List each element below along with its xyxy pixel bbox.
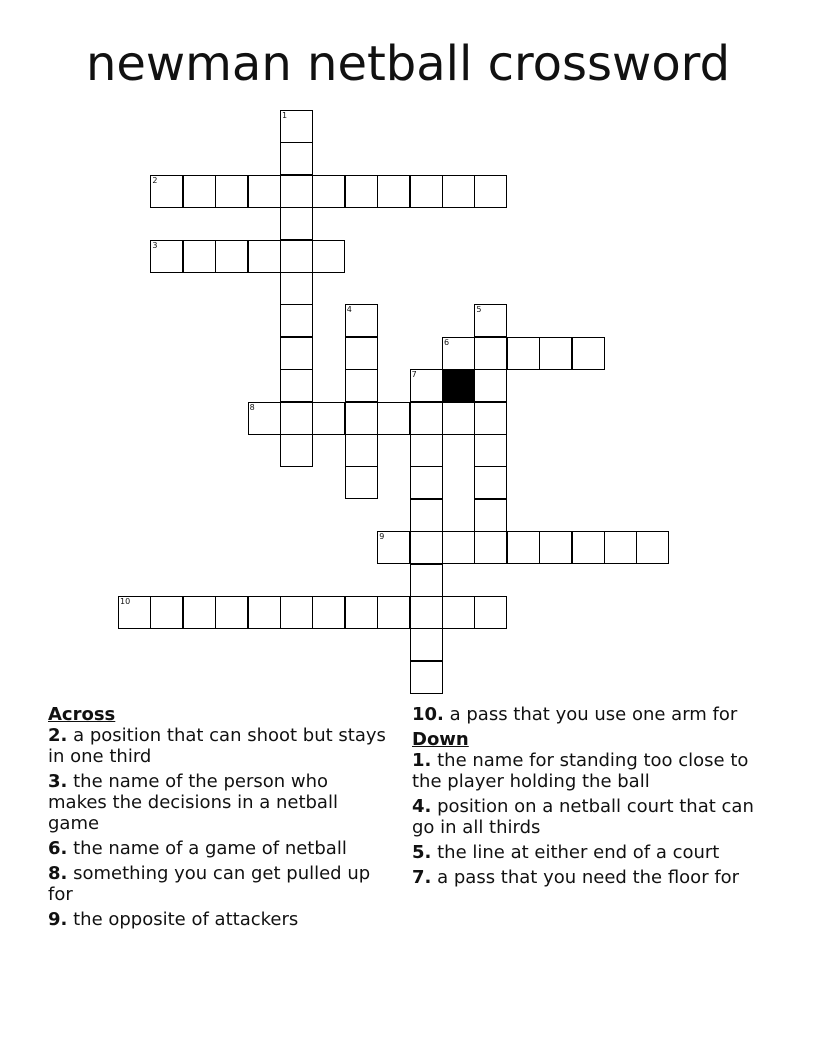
clue-text: something you can get pulled up for — [48, 863, 371, 905]
grid-cell[interactable] — [248, 596, 281, 629]
across-heading: Across — [48, 704, 116, 725]
grid-cell[interactable] — [215, 240, 248, 273]
grid-cell[interactable] — [410, 175, 443, 208]
grid-cell[interactable] — [474, 466, 507, 499]
grid-cell[interactable] — [183, 596, 216, 629]
clue-down-7 — [412, 867, 772, 888]
grid-cell[interactable] — [474, 531, 507, 564]
grid-cell[interactable] — [183, 240, 216, 273]
grid-cell[interactable] — [248, 175, 281, 208]
grid-cell[interactable] — [636, 531, 669, 564]
clue-number: 9. — [48, 909, 68, 930]
grid-cell[interactable] — [474, 596, 507, 629]
grid-cell[interactable] — [280, 240, 313, 273]
grid-cell[interactable] — [280, 434, 313, 467]
grid-cell[interactable] — [410, 531, 443, 564]
grid-cell[interactable] — [474, 434, 507, 467]
clue-across-2 — [48, 725, 388, 767]
grid-cell[interactable] — [280, 369, 313, 402]
clue-number: 1. — [412, 750, 432, 771]
grid-cell[interactable] — [248, 240, 281, 273]
clue-number: 5. — [412, 842, 432, 863]
clues-column-right — [412, 704, 772, 892]
grid-cell[interactable] — [474, 402, 507, 435]
grid-cell[interactable] — [280, 596, 313, 629]
clue-text: a position that can shoot but stays in one third — [48, 725, 386, 767]
down-heading: Down — [412, 729, 469, 750]
clue-number-label: 7 — [411, 370, 417, 380]
clue-down-5 — [412, 842, 772, 863]
clue-number: 7. — [412, 867, 432, 888]
grid-cell[interactable] — [280, 207, 313, 240]
grid-cell[interactable] — [604, 531, 637, 564]
grid-cell[interactable] — [312, 596, 345, 629]
clue-number-label: 1 — [282, 111, 288, 120]
clue-number: 2. — [48, 725, 68, 746]
grid-cell[interactable] — [377, 402, 410, 435]
clue-text: the name for standing too close to the player holding the ball — [412, 750, 749, 792]
grid-cell[interactable] — [215, 175, 248, 208]
clue-down-4 — [412, 796, 772, 838]
grid-cell[interactable] — [150, 596, 183, 629]
grid-cell[interactable] — [572, 531, 605, 564]
grid-cell[interactable] — [539, 337, 572, 370]
clue-text: the line at either end of a court — [437, 842, 720, 863]
grid-cell[interactable] — [507, 531, 540, 564]
grid-cell[interactable] — [474, 175, 507, 208]
clue-number-label: 6 — [444, 337, 450, 347]
clue-number-label: 4 — [346, 305, 352, 315]
clue-across-3 — [48, 771, 388, 834]
page-title: newman netball crossword — [85, 36, 731, 92]
grid-cell[interactable] — [410, 466, 443, 499]
clue-number: 10. — [412, 704, 444, 725]
grid-cell[interactable] — [377, 596, 410, 629]
grid-cell[interactable] — [345, 596, 378, 629]
grid-cell[interactable] — [507, 337, 540, 370]
clue-text: the name of a game of netball — [73, 838, 347, 859]
grid-cell[interactable] — [442, 596, 475, 629]
grid-cell[interactable] — [410, 628, 443, 661]
grid-cell[interactable] — [410, 564, 443, 597]
grid-cell[interactable] — [280, 402, 313, 435]
clue-number-label: 2 — [152, 175, 158, 185]
grid-cell[interactable] — [410, 434, 443, 467]
clue-text: position on a netball court that can go in all thirds — [412, 796, 754, 838]
grid-cell[interactable] — [345, 369, 378, 402]
grid-cell[interactable] — [183, 175, 216, 208]
clue-number: 3. — [48, 771, 68, 792]
clue-number-label: 8 — [249, 402, 255, 412]
clue-across-10 — [412, 704, 772, 725]
grid-cell[interactable] — [474, 499, 507, 532]
grid-cell[interactable] — [410, 402, 443, 435]
grid-cell[interactable] — [280, 142, 313, 175]
grid-cell[interactable] — [442, 531, 475, 564]
clue-number: 6. — [48, 838, 68, 859]
grid-cell[interactable] — [345, 434, 378, 467]
grid-cell[interactable] — [280, 272, 313, 305]
grid-cell[interactable] — [539, 531, 572, 564]
grid-cell[interactable] — [410, 499, 443, 532]
grid-cell[interactable] — [312, 175, 345, 208]
clue-number-label: 5 — [476, 305, 482, 315]
black-cell — [442, 369, 475, 402]
grid-cell[interactable] — [410, 596, 443, 629]
clue-across-6 — [48, 838, 388, 859]
clue-across-8 — [48, 863, 388, 905]
clue-number: 8. — [48, 863, 68, 884]
grid-cell[interactable] — [572, 337, 605, 370]
grid-cell[interactable] — [312, 402, 345, 435]
grid-cell[interactable] — [442, 402, 475, 435]
grid-cell[interactable] — [474, 369, 507, 402]
grid-cell[interactable] — [280, 175, 313, 208]
grid-cell[interactable] — [474, 337, 507, 370]
grid-cell[interactable] — [410, 661, 443, 694]
grid-cell[interactable] — [345, 337, 378, 370]
clue-number-label: 3 — [152, 240, 158, 250]
grid-cell[interactable] — [312, 240, 345, 273]
clue-text: the opposite of attackers — [73, 909, 299, 930]
grid-cell[interactable] — [345, 402, 378, 435]
grid-cell[interactable] — [442, 175, 475, 208]
clue-down-1 — [412, 750, 772, 792]
grid-cell[interactable] — [280, 304, 313, 337]
clue-number-label: 10 — [120, 597, 131, 606]
clue-text: a pass that you need the floor for — [437, 867, 740, 888]
clue-number-label: 9 — [379, 532, 385, 542]
grid-cell[interactable] — [215, 596, 248, 629]
grid-cell[interactable] — [345, 466, 378, 499]
grid-cell[interactable] — [280, 337, 313, 370]
grid-cell[interactable] — [377, 175, 410, 208]
clue-text: a pass that you use one arm for — [449, 704, 738, 725]
clues-column-left — [48, 704, 388, 934]
clue-number: 4. — [412, 796, 432, 817]
clue-text: the name of the person who makes the decisions in a netball game — [48, 771, 338, 834]
clue-across-9 — [48, 909, 388, 930]
grid-cell[interactable] — [345, 175, 378, 208]
